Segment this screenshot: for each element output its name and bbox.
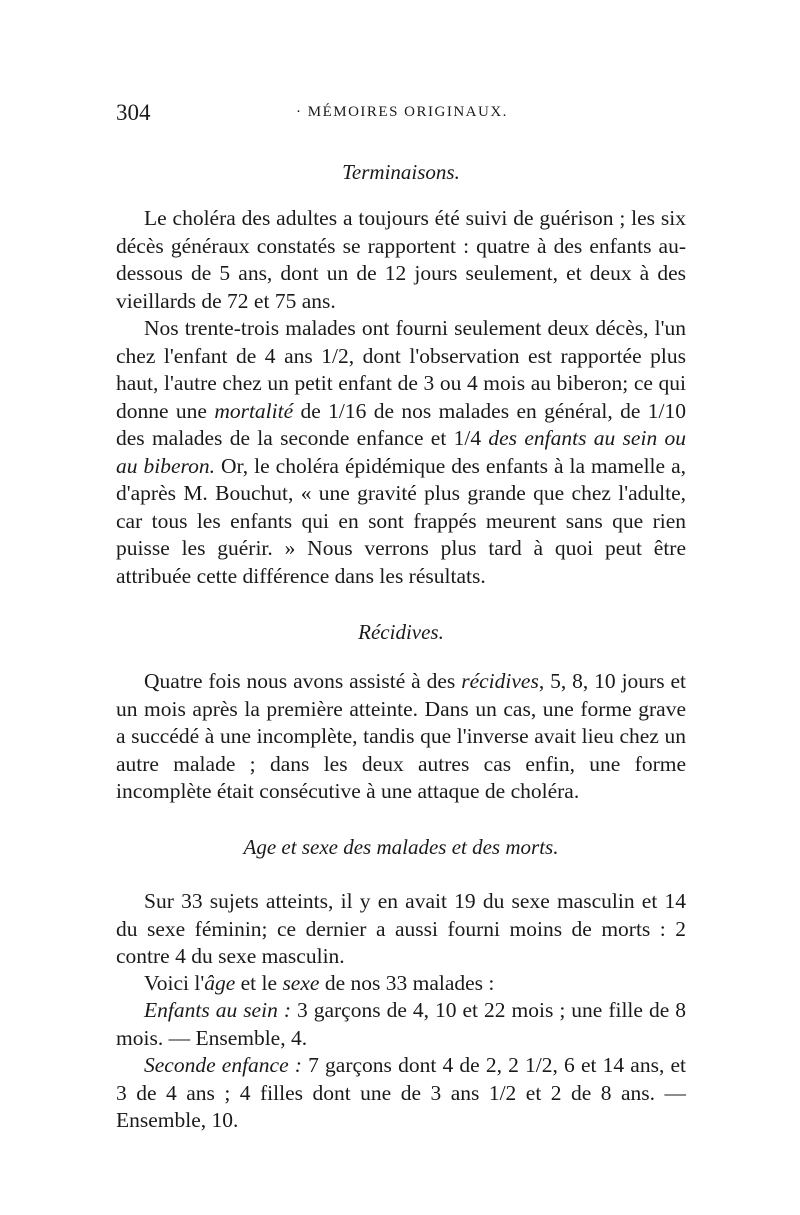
italic-mortalite: mortalité	[214, 398, 294, 423]
heading-terminaisons: Terminaisons.	[342, 160, 460, 184]
page-number: 304	[116, 100, 151, 125]
text-run: 3 garçons de 4, 10 et 22 mois ; une fille de 8 mois. — Ensemble, 4.	[116, 998, 686, 1050]
text-run: 7 garçons dont 4 de 2, 2 1/2, 6 et 14 ans, et 3 de 4 ans ; 4 filles dont une de 3 ans 1/2 et 2 de 8 ans. — Ensemble, 10.	[116, 1053, 686, 1132]
italic-sexe: sexe	[282, 971, 320, 995]
paragraph-terminaisons-2	[116, 315, 686, 590]
text-run: et le	[235, 971, 283, 995]
paragraph-recidives	[116, 668, 686, 806]
text-run: Voici l'	[144, 971, 205, 995]
paragraph-terminaisons-1: Le choléra des adultes a toujours été suivi de guérison ; les six décès généraux constatés se rapportent : quatre à des enfants au-dessous de 5 ans, dont un de 12 jours seulement, et deux à des vieillards de 72 et 75 ans.	[116, 206, 686, 313]
page-header	[116, 100, 686, 128]
italic-label-seconde-enfance: Seconde enfance :	[144, 1053, 302, 1077]
italic-age: âge	[204, 971, 236, 995]
heading-recidives: Récidives.	[358, 620, 444, 644]
italic-label-enfants-au-sein: Enfants au sein :	[144, 998, 291, 1022]
paragraph-age-sexe-2	[116, 970, 686, 998]
text-run: Quatre fois nous avons assisté à des	[144, 669, 462, 693]
heading-age-sexe: Age et sexe des malades et des morts.	[243, 835, 559, 859]
italic-enfants-au-sein: des enfants au sein ou au biberon.	[116, 426, 686, 478]
paragraph-enfants-au-sein	[116, 997, 686, 1052]
italic-recidives: récidives	[461, 669, 539, 693]
running-head: · MÉMOIRES ORIGINAUX.	[296, 104, 508, 120]
text-run: , 5, 8, 10 jours et un mois après la première atteinte. Dans un cas, une forme grave a succédé à une incomplète, tandis que l'inverse avait lieu chez un autre malade ; dans les deux autres cas enfin, une forme incomplète était consécutive à une attaque de choléra.	[116, 669, 686, 803]
text-run: de nos 33 malades :	[319, 971, 495, 995]
text-run: Or, le choléra épidémique des enfants à la mamelle a, d'après M. Bouchut, « une gravité plus grande que chez l'adulte, car tous les enfants qui en sont frappés meurent sans que rien puisse les guérir. » Nous verrons plus tard à quoi peut être attribuée cette différence dans les résultats.	[116, 453, 686, 588]
paragraph-seconde-enfance	[116, 1052, 686, 1135]
text-run: Nos trente-trois malades ont fourni seulement deux décès, l'un chez l'enfant de 4 ans 1/2, dont l'observation est rapportée plus haut, l'autre chez un petit enfant de 3 ou 4 mois au biberon; ce qui donne une	[116, 316, 686, 423]
paragraph-age-sexe-1: Sur 33 sujets atteints, il y en avait 19 du sexe masculin et 14 du sexe féminin; ce dernier a aussi fourni moins de morts : 2 contre 4 du sexe masculin.	[116, 889, 686, 968]
text-run: de 1/16 de nos malades en général, de 1/10 des malades de la seconde enfance et 1/4	[116, 398, 686, 450]
